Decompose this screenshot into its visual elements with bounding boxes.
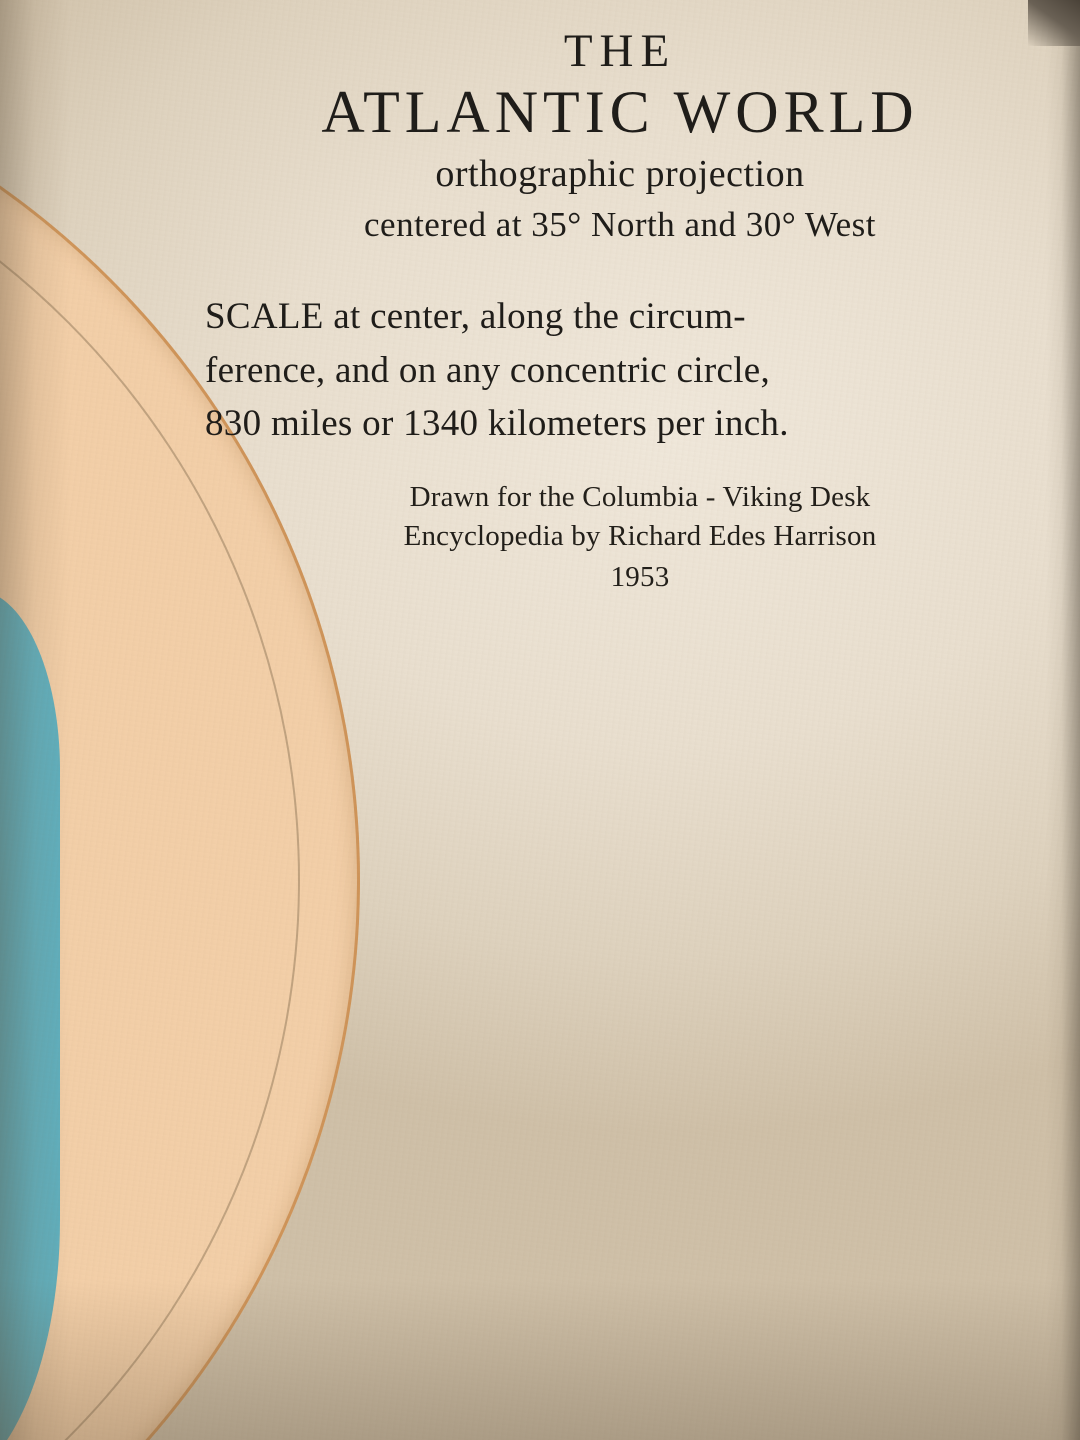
scale-note-block [205,290,1055,451]
scale-note-line-1: SCALE at center, along the circum- [205,296,746,337]
scale-note-line-2: ference, and on any concentric circle, [205,349,771,391]
title-subtitle-projection: orthographic projection [435,152,805,195]
credit-line-2: Encyclopedia by Richard Edes Harrison [403,520,877,553]
scale-note-line-3: 830 miles or 1340 kilometers per inch. [205,403,789,445]
title-line-the: THE [563,25,677,77]
credit-line-1: Drawn for the Columbia - Viking Desk [409,481,871,513]
title-block [190,26,1050,246]
credit-year: 1953 [610,561,670,594]
credit-block [300,478,980,597]
title-centering-note: centered at 35° North and 30° West [364,205,876,245]
title-line-main: ATLANTIC WORLD [321,78,919,145]
